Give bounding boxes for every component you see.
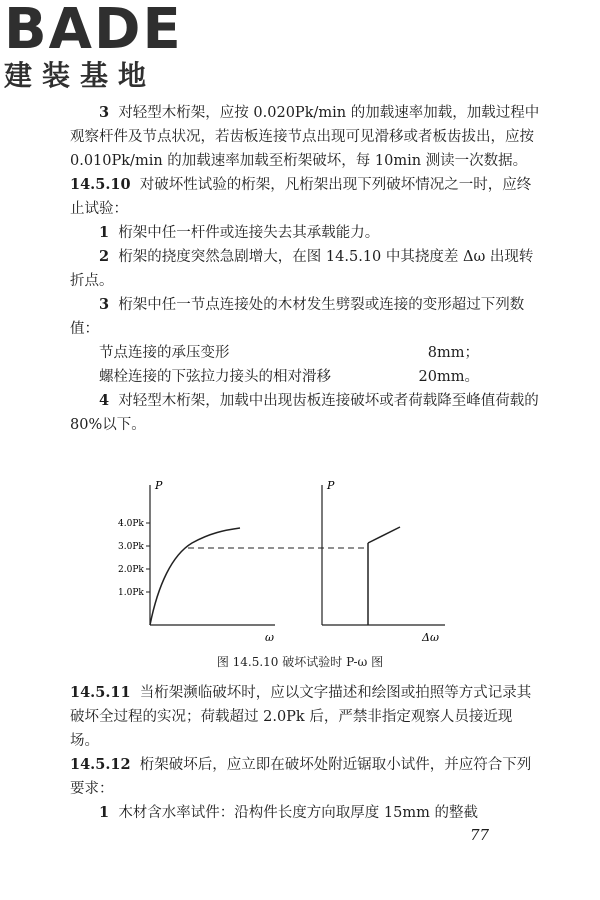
brand-logo bbox=[4, 0, 183, 92]
paragraph-text: 对轻型木桁架，应按 0.020Pk/min 的加载速率加载，加载过程中观察杆件及节点状况，若齿板连接节点出现可见滑移或者板齿拔出，应按 0.010Pk/min 的加载速率加载至桁架破坏，每 10min 测读一次数据。 bbox=[70, 105, 540, 169]
limit-value: 8mm； bbox=[427, 345, 479, 361]
left-xlabel: ω bbox=[265, 631, 274, 644]
logo-subtitle: 建装基地 bbox=[4, 59, 157, 92]
limit-label: 节点连接的承压变形 bbox=[99, 345, 230, 361]
limit-label: 螺栓连接的下弦拉力接头的相对滑移 bbox=[99, 369, 331, 385]
limit-row bbox=[70, 341, 479, 365]
paragraph-text: 对轻型木桁架，加载中出现齿板连接破坏或者荷载降至峰值荷载的 80%以下。 bbox=[70, 393, 539, 433]
logo-wordmark: BADE bbox=[4, 0, 183, 62]
clause-text: 桁架破坏后，应立即在破坏处附近锯取小试件，并应符合下列要求： bbox=[70, 757, 532, 797]
paragraph-text: 桁架中任一杆件或连接失去其承载能力。 bbox=[118, 225, 380, 241]
limit-value: 20mm。 bbox=[418, 369, 479, 385]
tick-label: 1.0Pk bbox=[118, 588, 144, 598]
clause-number: 14.5.12 bbox=[70, 756, 131, 773]
figure-caption: 图 14.5.10 破坏试验时 P-ω 图 bbox=[216, 655, 384, 669]
load-curve bbox=[150, 528, 240, 625]
clause-text: 当桁架濒临破坏时，应以文字描述和绘图或拍照等方式记录其破坏全过程的实况；荷载超过 2.0Pk 后，严禁非指定观察人员接近现场。 bbox=[70, 685, 532, 749]
tick-label: 4.0Pk bbox=[118, 519, 144, 529]
right-xlabel: Δω bbox=[422, 631, 439, 644]
text-block-bottom bbox=[70, 681, 540, 825]
item-number: 2 bbox=[99, 248, 110, 265]
figure-p-omega bbox=[100, 475, 500, 669]
delta-omega-turn bbox=[368, 527, 400, 543]
item-number: 1 bbox=[99, 224, 110, 241]
clause-14-5-10 bbox=[70, 173, 540, 221]
tick-label: 3.0Pk bbox=[118, 542, 144, 552]
item-number: 4 bbox=[99, 392, 110, 409]
paragraph-item-4 bbox=[70, 389, 540, 437]
paragraph-item-3b bbox=[70, 293, 540, 341]
paragraph-item-2 bbox=[70, 245, 540, 293]
paragraph-text: 桁架中任一节点连接处的木材发生劈裂或连接的变形超过下列数值： bbox=[70, 297, 525, 337]
right-ylabel: P bbox=[327, 479, 335, 492]
clause-14-5-12 bbox=[70, 753, 540, 801]
left-ylabel: P bbox=[155, 479, 163, 492]
paragraph-item-3 bbox=[70, 101, 540, 173]
page-number: 77 bbox=[470, 826, 490, 844]
text-block-top bbox=[70, 101, 540, 437]
clause-14-5-11 bbox=[70, 681, 540, 753]
paragraph-item-1-moisture bbox=[70, 801, 540, 825]
clause-number: 14.5.10 bbox=[70, 176, 131, 193]
paragraph-text: 木材含水率试件：沿构件长度方向取厚度 15mm 的整截 bbox=[118, 805, 478, 821]
paragraph-item-1 bbox=[70, 221, 540, 245]
item-number: 3 bbox=[99, 296, 110, 313]
p-omega-diagram bbox=[100, 475, 500, 650]
limit-row bbox=[70, 365, 479, 389]
item-number: 1 bbox=[99, 804, 110, 821]
paragraph-text: 桁架的挠度突然急剧增大，在图 14.5.10 中其挠度差 Δω 出现转折点。 bbox=[70, 249, 534, 289]
item-number: 3 bbox=[99, 104, 110, 121]
clause-text: 对破坏性试验的桁架，凡桁架出现下列破坏情况之一时，应终止试验： bbox=[70, 177, 532, 217]
tick-label: 2.0Pk bbox=[118, 565, 144, 575]
clause-number: 14.5.11 bbox=[70, 684, 131, 701]
